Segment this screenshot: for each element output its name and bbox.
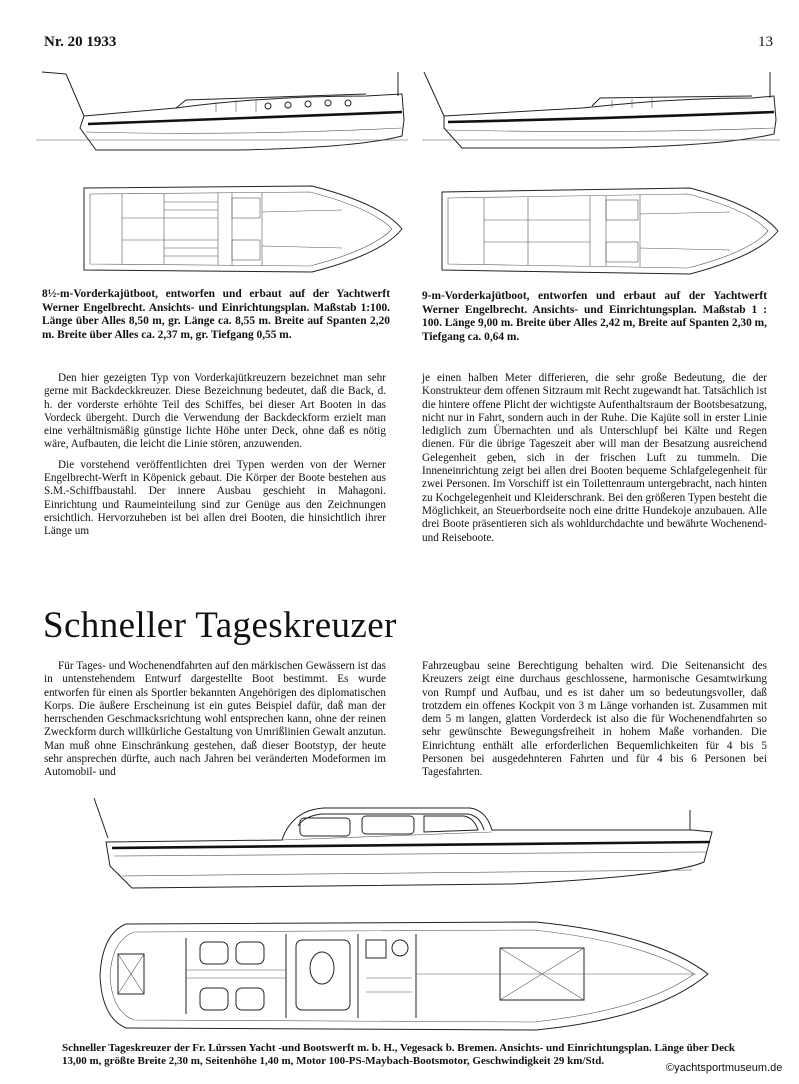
boat1-side-view (36, 66, 408, 158)
article2-column-left (44, 660, 386, 787)
article1-paragraph: Die vorstehend veröffentlichten drei Typen werden von der Werner Engelbrecht-Werft in Köpenick gebaut. Die Körper der Boote bestehen aus S.M.-Schiffbaustahl. Der innere Ausbau geschieht in Mahagoni. Einrichtung und Raumeinteilung sind zur Genüge aus den Zeichnungen ersichtlich. Hervorzuheben ist bei allen drei Booten, die hinsichtlich ihrer Länge um (44, 458, 386, 538)
issue-label: Nr. 20 1933 (44, 34, 117, 50)
tageskreuzer-caption: Schneller Tageskreuzer der Fr. Lürssen Yacht -und Bootswerft m. b. H., Vegesack b. Bremen. Ansichts- und Einrichtungsplan. Länge über Deck 13,00 m, größte Breite 2,30 m, Seitenhöhe 1,40 m, Motor 100-PS-Maybach-Bootsmotor, Geschwindigkeit 29 km/Std. (62, 1042, 736, 1067)
boat1-plan-view (82, 184, 404, 274)
boat2-side-view (422, 68, 780, 158)
tageskreuzer-plan-view (96, 918, 712, 1034)
boat1-caption: 8½-m-Vorderkajütboot, entworfen und erbaut auf der Yachtwerft Werner Engelbrecht. Ansichts- und Einrichtungsplan. Maßstab 1:100. Länge über Alles 8,50 m, gr. Länge ca. 8,55 m. Breite auf Spanten 2,20 m. Breite über Alles ca. 2,37 m, gr. Tiefgang 0,55 m. (42, 288, 390, 341)
article1-paragraph: Den hier gezeigten Typ von Vorderkajütkreuzern bezeichnet man sehr gerne mit Backdeckkreuzer. Diese Bezeichnung bedeutet, daß die Back, d. h. der vorderste erhöhte Teil des Schiffes, bei dieser Art Booten in das Vordeck übergeht. Durch die Verwendung der Backdeckform erzielt man eine verhältnismäßig günstige lichte Höhe unter Deck, ohne daß es nötig wäre, Aufbauten, die leicht die Linie stören, anzuwenden. (44, 372, 386, 451)
article1-paragraph: je einen halben Meter differieren, die sehr große Bedeutung, die der Konstrukteur dem offenen Sitzraum mit Recht zugewandt hat. Tatsächlich ist die hintere offene Plicht der wichtigste Aufenthaltsraum der Bootsbesatzung, nicht nur in Fahrt, sondern auch in der Ruhe. Die Kajüte soll in erster Linie lediglich zum Übernachten und als Unterschlupf bei Kälte und Regen dienen. Für die übrige Tageszeit aber will man der Besatzung ausreichend Gelegenheit geben, sich in der frischen Luft zu tummeln. Die Inneneinrichtung zeigt bei allen drei Booten bequeme Schlafgelegenheit für zwei Personen. Im Vorschiff ist ein Toilettenraum untergebracht, nach hinten zu Kochgelegenheit und Kleiderschrank. Bei den größeren Typen besteht die Möglichkeit, an Steuerbordseite noch eine dritte Hundekoje anzubauen. Alle drei Boote präsentieren sich als wohldurchdachte und bewährte Wochenend- und Reiseboote. (422, 372, 767, 544)
article2-column-right (422, 660, 767, 787)
article-title: Schneller Tageskreuzer (43, 605, 397, 646)
watermark-text: ©yachtsportmuseum.de (666, 1062, 783, 1074)
tageskreuzer-side-view (92, 796, 716, 894)
article1-column-left (44, 372, 386, 546)
boat2-caption: 9-m-Vorderkajütboot, entworfen und erbaut auf der Yachtwerft Werner Engelbrecht. Ansichts- und Einrichtungsplan. Maßstab 1 : 100. Länge 9,00 m. Breite über Alles 2,42 m, Breite auf Spanten 2,30 m, Tiefgang ca. 0,64 m. (422, 290, 767, 343)
page-number: 13 (758, 34, 773, 50)
article2-paragraph: Für Tages- und Wochenendfahrten auf den märkischen Gewässern ist das in untenstehendem Entwurf dargestellte Boot bestimmt. Es wurde entworfen für einen als Sportler bekannten Angehörigen des diplomatischen Korps. Die äußere Erscheinung ist ein gutes Beispiel dafür, daß man der herrschenden Geschmacksrichtung wohl entsprechen kann, ohne der reinen Zweckform durch willkürliche Gestaltung von Umrißlinien Gewalt anzutun. Man muß ohne Einschränkung gestehen, daß dieser Bootstyp, der heute sehr ansprechen dürfte, auch nach Jahren bei veränderten Modeformen im Automobil- und (44, 660, 386, 779)
article1-column-right (422, 372, 767, 552)
boat2-plan-view (440, 186, 780, 276)
article2-paragraph: Fahrzeugbau seine Berechtigung behalten wird. Die Seitenansicht des Kreuzers zeigt eine durchaus geschlossene, harmonische Gesamtwirkung von Rumpf und Aufbau, und es ist daher um so bedeutungsvoller, daß trotzdem ein offenes Kockpit von 3 m Länge vorhanden ist. Zusammen mit dem 5 m langen, glatten Vorderdeck ist also die für Wochenendfahrten so sehr gewünschte Bewegungsfreiheit in hohem Maße vorhanden. Die Einrichtung enthält alle erforderlichen Bequemlichkeiten für 4 bis 5 Personen bei ausgedehnteren Fahrten und für 4 bis 6 Personen bei Tagesfahrten. (422, 660, 767, 779)
